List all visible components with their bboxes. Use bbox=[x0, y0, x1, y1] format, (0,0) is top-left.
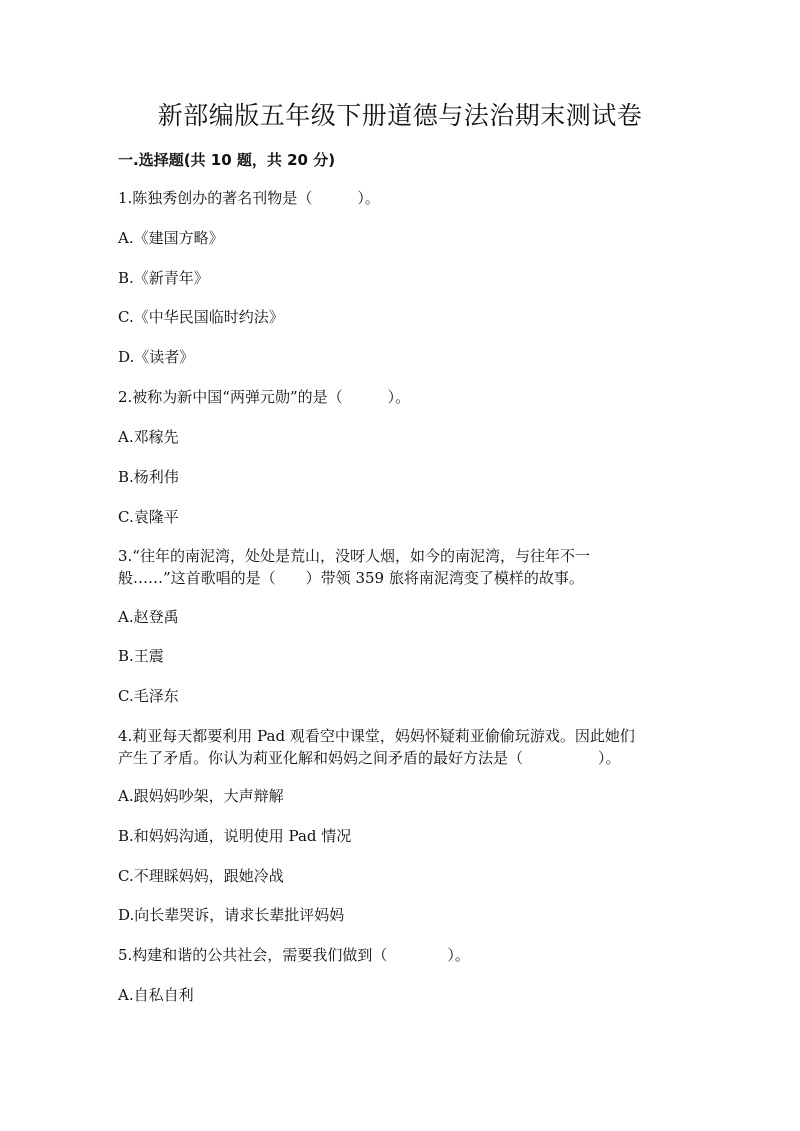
question-4-option-a: A.跟妈妈吵架，大声辩解 bbox=[118, 787, 284, 805]
question-2-stem: 2.被称为新中国“两弹元勋”的是（ ）。 bbox=[118, 388, 411, 406]
question-2-option-a: A.邓稼先 bbox=[118, 428, 179, 446]
question-3-option-a: A.赵登禹 bbox=[118, 608, 179, 626]
question-3-stem-line-1: 3.“往年的南泥湾，处处是荒山，没呀人烟，如今的南泥湾，与往年不一 bbox=[118, 547, 590, 565]
section-heading: 一.选择题(共 10 题，共 20 分) bbox=[118, 151, 336, 169]
question-5-stem: 5.构建和谐的公共社会，需要我们做到（ ）。 bbox=[118, 946, 470, 964]
question-1-option-c: C.《中华民国临时约法》 bbox=[118, 308, 284, 326]
question-2-option-c: C.袁隆平 bbox=[118, 508, 179, 526]
question-1-option-d: D.《读者》 bbox=[118, 348, 195, 366]
question-4-stem-line-1: 4.莉亚每天都要利用 Pad 观看空中课堂，妈妈怀疑莉亚偷偷玩游戏。因此她们 bbox=[118, 727, 635, 745]
question-2-option-b: B.杨利伟 bbox=[118, 468, 179, 486]
question-4-option-c: C.不理睬妈妈，跟她冷战 bbox=[118, 867, 284, 885]
exam-title: 新部编版五年级下册道德与法治期末测试卷 bbox=[157, 101, 643, 130]
question-3-stem-line-2: 般……”这首歌唱的是（ ）带领 359 旅将南泥湾变了模样的故事。 bbox=[118, 569, 584, 587]
question-1-option-a: A.《建国方略》 bbox=[118, 229, 224, 247]
question-3-option-b: B.王震 bbox=[118, 647, 164, 665]
question-1-option-b: B.《新青年》 bbox=[118, 269, 209, 287]
question-4-option-d: D.向长辈哭诉，请求长辈批评妈妈 bbox=[118, 906, 345, 924]
question-1-stem: 1.陈独秀创办的著名刊物是（ ）。 bbox=[118, 189, 380, 207]
question-4-stem-line-2: 产生了矛盾。你认为莉亚化解和妈妈之间矛盾的最好方法是（ ）。 bbox=[118, 749, 621, 767]
question-3-option-c: C.毛泽东 bbox=[118, 687, 179, 705]
question-5-option-a: A.自私自利 bbox=[118, 986, 194, 1004]
question-4-option-b: B.和妈妈沟通，说明使用 Pad 情况 bbox=[118, 827, 352, 845]
